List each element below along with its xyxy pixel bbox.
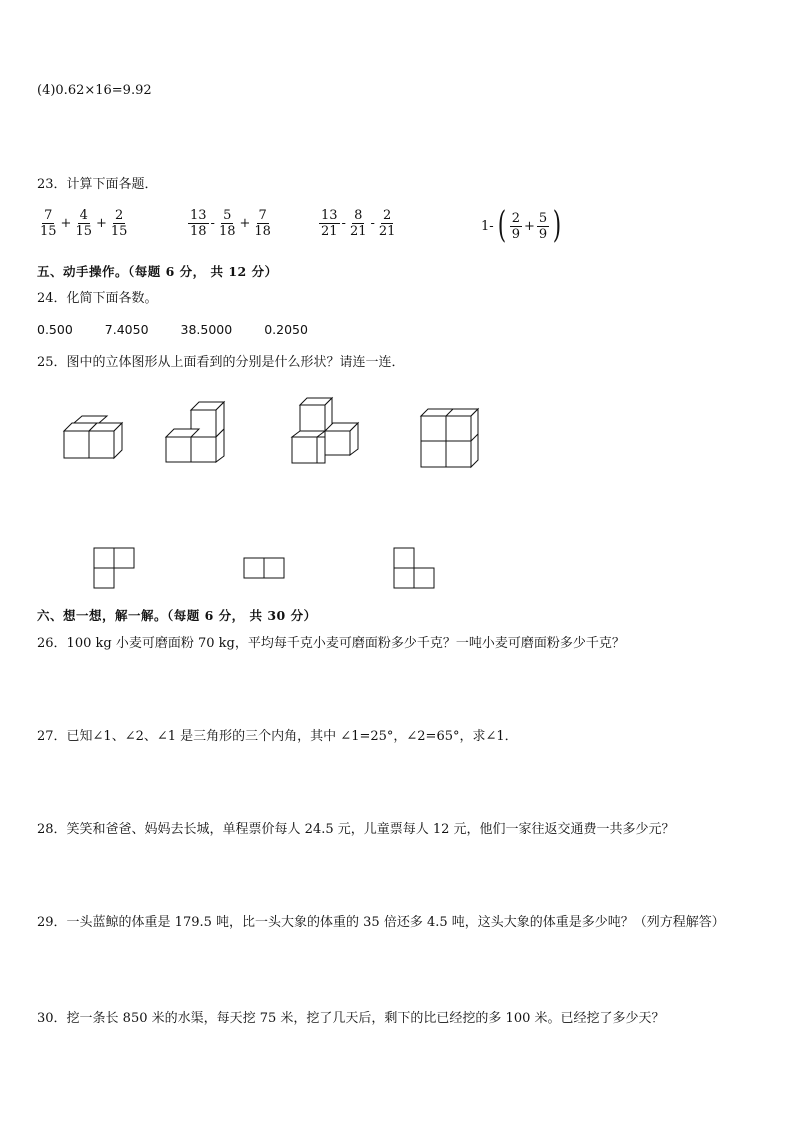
q24-number-2: 7.4050: [104, 322, 149, 337]
section-6-heading: 六、想一想，解一解。（每题 6 分， 共 30 分）: [37, 608, 317, 623]
q27-text: 27．已知∠1、∠2、∠1 是三角形的三个内角，其中 ∠1=25°，∠2=65°，求∠1．: [37, 729, 518, 744]
q23-expression-2: $\frac{13}{18}$ - $\frac{5}{18}$ + $\frac{7}{18}$: [190, 208, 271, 239]
q25-stem: 25．图中的立体图形从上面看到的分别是什么形状？请连一连．: [37, 355, 405, 370]
q24-number-1: 0.500: [37, 322, 73, 337]
q24-stem: 24．化简下面各数。: [37, 291, 158, 306]
q26-text: 26．100 kg 小麦可磨面粉 70 kg，平均每千克小麦可磨面粉多少千克？一吨小麦可磨面粉多少千克？: [37, 636, 625, 651]
q24-number-4: 0.2050: [264, 322, 308, 337]
q30-text: 30．挖一条长 850 米的水渠，每天挖 75 米，挖了几天后，剩下的比已经挖的多 100 米。已经挖了多少天？: [37, 1011, 665, 1026]
solid-figure-1: [64, 415, 126, 461]
q23-stem: 23．计算下面各题．: [37, 177, 158, 192]
q28-text: 28．笑笑和爸爸、妈妈去长城，单程票价每人 24.5 元，儿童票每人 12 元，他们一家往返交通费一共多少元？: [37, 822, 675, 837]
q22-item4: (4)0.62×16=9.92: [37, 83, 152, 98]
q23-expression-3: $\frac{13}{21}$ - $\frac{8}{21}$ - $\frac{2}{21}$: [321, 208, 396, 239]
q29-text: 29．一头蓝鲸的体重是 179.5 吨，比一头大象的体重的 35 倍还多 4.5 吨，这头大象的体重是多少吨？（列方程解答）: [37, 915, 725, 930]
q23-expression-4: 1- ( $\frac{2}{9}$ + $\frac{5}{9}$ ): [481, 205, 562, 246]
q23-expression-1: $\frac{7}{15}$ + $\frac{4}{15}$ + $\frac{2}{15}$: [40, 208, 128, 239]
top-view-shape-b: [244, 558, 286, 580]
q24-numbers: [37, 321, 336, 339]
solid-figure-4: [421, 409, 483, 469]
section-5-heading: 五、动手操作。（每题 6 分， 共 12 分）: [37, 264, 278, 279]
top-view-shape-c: [394, 548, 436, 590]
solid-figure-2: [166, 402, 228, 464]
top-view-shape-a: [94, 548, 136, 590]
solid-figure-3: [292, 397, 362, 465]
q24-number-3: 38.5000: [180, 322, 233, 337]
